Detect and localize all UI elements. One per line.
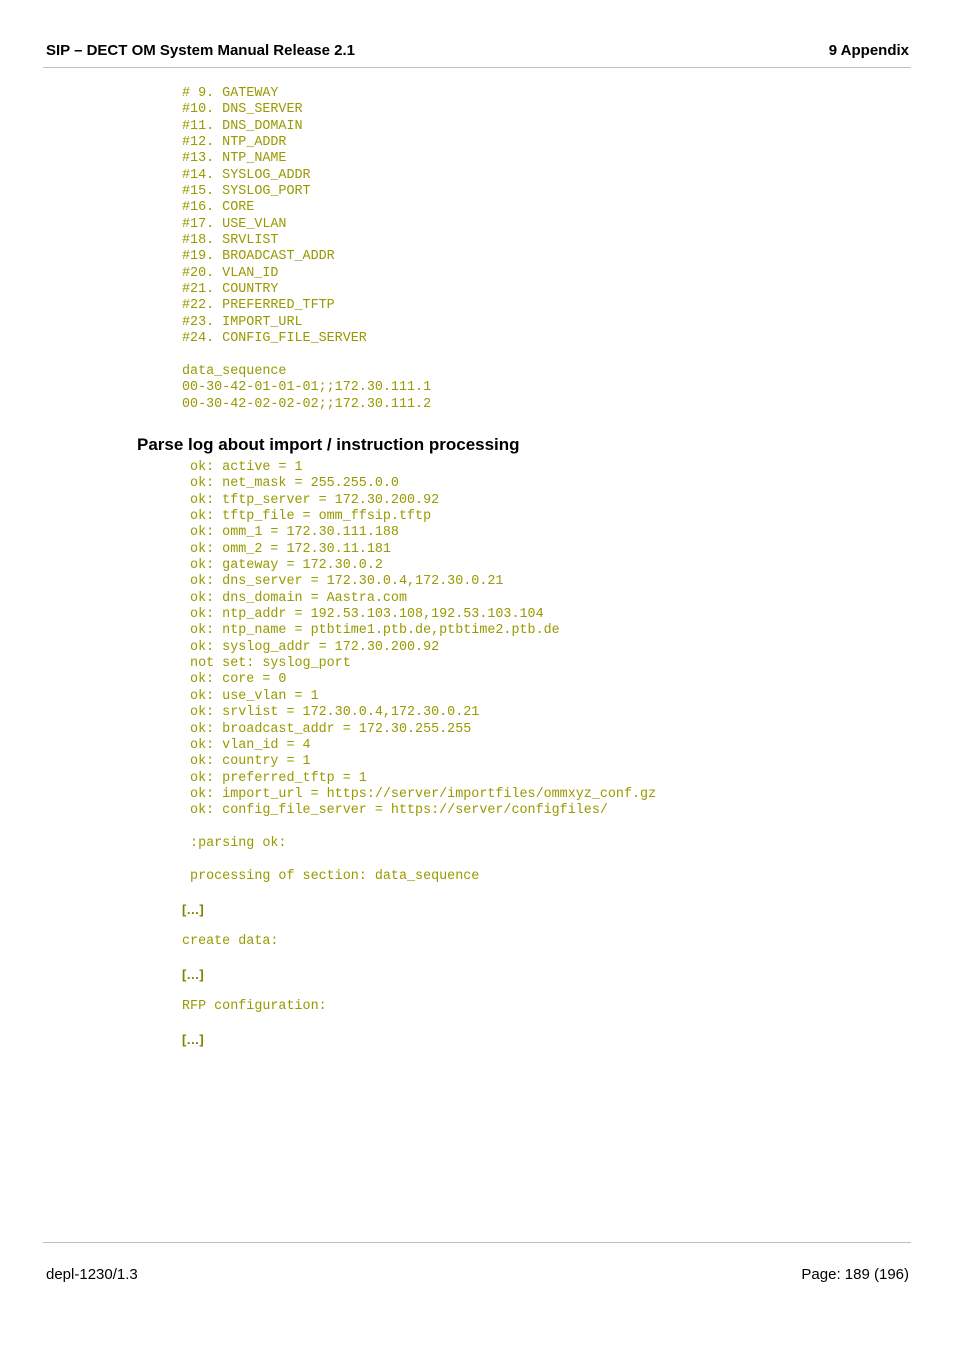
data-sequence-line: data_sequence <box>182 364 287 379</box>
parse-log-line: ok: tftp_server = 172.30.200.92 <box>182 492 440 508</box>
parse-log <box>182 460 656 820</box>
parse-log-line: ok: gateway = 172.30.0.2 <box>182 558 383 574</box>
parse-log-line: ok: omm_1 = 172.30.111.188 <box>182 525 399 541</box>
config-field-line: #16. CORE <box>182 200 255 216</box>
parsing-ok-line: :parsing ok: <box>182 836 287 851</box>
page-number: Page: 189 (196) <box>801 1266 909 1283</box>
config-field-line: #19. BROADCAST_ADDR <box>182 249 335 265</box>
page-header <box>43 42 911 68</box>
chapter-title: 9 Appendix <box>828 42 909 59</box>
config-field-line: #13. NTP_NAME <box>182 151 287 167</box>
parse-log-line: ok: syslog_addr = 172.30.200.92 <box>182 639 440 655</box>
parse-log-line: ok: broadcast_addr = 172.30.255.255 <box>182 721 472 737</box>
processing-line: processing of section: data_sequence <box>182 869 480 884</box>
parse-log-line: ok: ntp_name = ptbtime1.ptb.de,ptbtime2.ptb.de <box>182 623 560 639</box>
config-field-line: #17. USE_VLAN <box>182 216 287 232</box>
data-sequence-block <box>182 364 431 413</box>
create-data-line: create data: <box>182 934 279 949</box>
config-field-line: #15. SYSLOG_PORT <box>182 184 311 200</box>
parse-log-line: not set: syslog_port <box>182 656 351 672</box>
rfp-configuration-line: RFP configuration: <box>182 999 327 1014</box>
config-field-line: #12. NTP_ADDR <box>182 135 287 151</box>
footer-divider <box>43 1242 911 1243</box>
config-field-line: #20. VLAN_ID <box>182 265 279 281</box>
config-field-line: #24. CONFIG_FILE_SERVER <box>182 331 367 347</box>
parse-log-line: ok: core = 0 <box>182 672 287 688</box>
config-field-line: #22. PREFERRED_TFTP <box>182 298 335 314</box>
parse-log-line: ok: preferred_tftp = 1 <box>182 770 367 786</box>
document-id: depl-1230/1.3 <box>46 1266 138 1283</box>
parse-log-line: ok: ntp_addr = 192.53.103.108,192.53.103.104 <box>182 607 544 623</box>
config-field-line: #11. DNS_DOMAIN <box>182 118 303 134</box>
parse-log-line: ok: net_mask = 255.255.0.0 <box>182 476 399 492</box>
config-field-line: #18. SRVLIST <box>182 233 279 249</box>
parse-log-line: ok: dns_domain = Aastra.com <box>182 590 407 606</box>
parse-log-line: ok: omm_2 = 172.30.11.181 <box>182 541 391 557</box>
parse-log-line: ok: srvlist = 172.30.0.4,172.30.0.21 <box>182 705 480 721</box>
parse-log-line: ok: import_url = https://server/importfiles/ommxyz_conf.gz <box>182 786 657 802</box>
parse-log-line: ok: country = 1 <box>182 754 311 770</box>
config-field-line: #14. SYSLOG_ADDR <box>182 167 311 183</box>
config-field-line: #21. COUNTRY <box>182 282 279 298</box>
config-field-list <box>182 86 367 348</box>
config-field-line: #10. DNS_SERVER <box>182 102 303 118</box>
ellipsis: […] <box>182 1032 204 1047</box>
data-sequence-line: 00-30-42-02-02-02;;172.30.111.2 <box>182 396 432 412</box>
config-field-line: #23. IMPORT_URL <box>182 314 303 330</box>
parse-log-line: ok: active = 1 <box>182 460 303 475</box>
data-sequence-line: 00-30-42-01-01-01;;172.30.111.1 <box>182 380 432 396</box>
parse-log-line: ok: vlan_id = 4 <box>182 737 311 753</box>
parse-log-line: ok: tftp_file = omm_ffsip.tftp <box>182 509 432 525</box>
parse-log-line: ok: config_file_server = https://server/configfiles/ <box>182 803 608 819</box>
section-heading: Parse log about import / instruction processing <box>137 435 520 454</box>
parse-log-line: ok: use_vlan = 1 <box>182 688 319 704</box>
ellipsis: […] <box>182 902 204 917</box>
document-title: SIP – DECT OM System Manual Release 2.1 <box>46 42 356 59</box>
parse-log-line: ok: dns_server = 172.30.0.4,172.30.0.21 <box>182 574 504 590</box>
ellipsis: […] <box>182 967 204 982</box>
config-field-line: # 9. GATEWAY <box>182 86 279 101</box>
